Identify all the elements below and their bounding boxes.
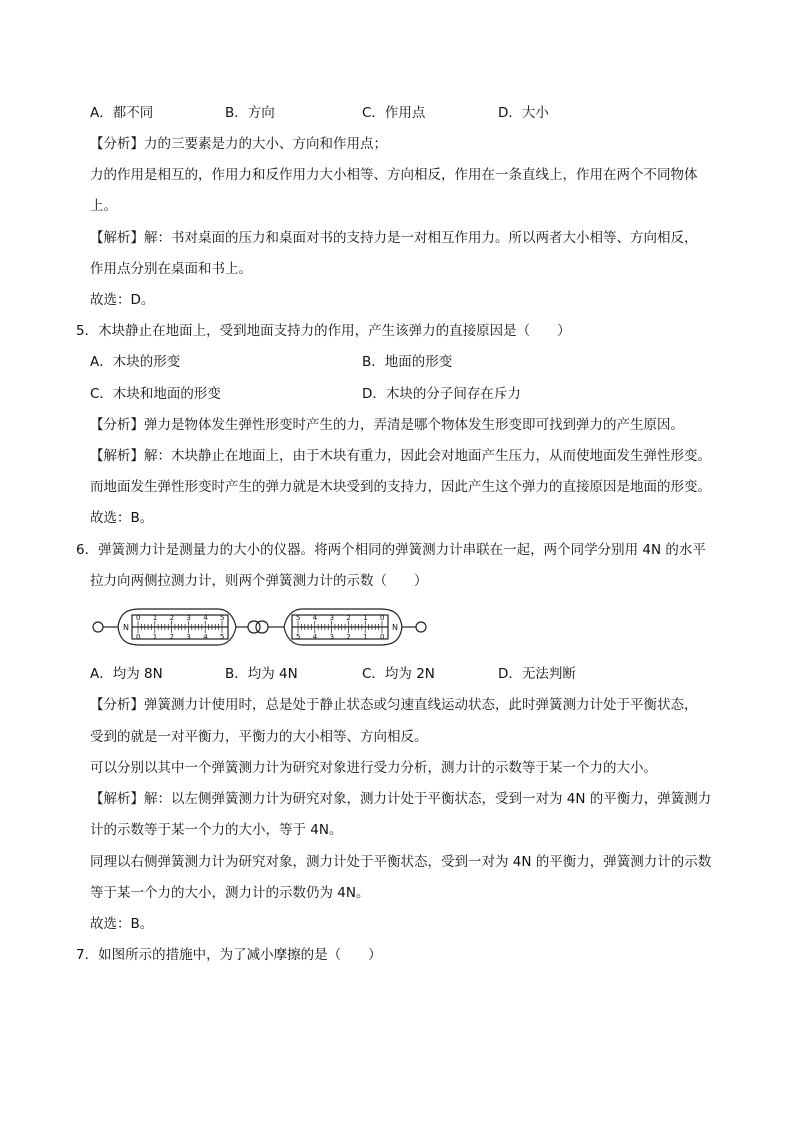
left-scale-tick-label: 2 [169,614,175,622]
left-scale-tick-label: 2 [169,633,175,641]
right-scale-tick-label: 5 [296,633,301,641]
q6-solution-line-2: 计的示数等于某一个力的大小，等于 4N。 [90,822,343,838]
right-scale-tick-label: 1 [363,614,368,622]
q6-analysis-line-1: 【分析】弹簧测力计使用时，总是处于静止状态或匀速直线运动状态，此时弹簧测力计处于平衡状态， [90,697,698,713]
spring-scales-figure [90,603,430,651]
q6-stem-line-2: 拉力向两侧拉测力计，则两个弹簧测力计的示数（ ） [90,573,428,589]
q6-answer: 故选：B。 [90,916,154,932]
left-scale-tick-label: 5 [220,614,225,622]
option-c: C．作用点 [362,105,426,121]
q5-answer: 故选：B。 [90,510,154,526]
left-scale-tick-label: 3 [186,633,191,641]
option-d: D．无法判断 [498,666,576,682]
q4-analysis-line-2: 力的作用是相互的，作用力和反作用力大小相等、方向相反，作用在一条直线上，作用在两个不同物体 [90,167,698,183]
right-scale-tick-label: 0 [380,633,385,641]
left-scale-unit: N [123,623,129,632]
right-scale-tick-label: 2 [346,633,351,641]
q5-analysis: 【分析】弹力是物体发生弹性形变时产生的力，弄清是哪个物体发生形变即可找到弹力的产生原因。 [90,417,684,433]
q6-analysis-line-2: 受到的就是一对平衡力，平衡力的大小相等、方向相反。 [90,729,428,745]
left-scale-tick-label: 1 [152,633,158,641]
right-scale-tick-label: 3 [329,633,335,641]
q6-analysis-line-3: 可以分别以其中一个弹簧测力计为研究对象进行受力分析，测力计的示数等于某一个力的大小。 [90,760,657,776]
q6-stem-line-1: 6．弹簧测力计是测量力的大小的仪器。将两个相同的弹簧测力计串联在一起，两个同学分别用 4N 的水平 [76,542,706,558]
right-scale-tick-label: 1 [363,633,368,641]
right-scale-tick-label: 2 [346,614,351,622]
q6-solution-line-3: 同理以右侧弹簧测力计为研究对象，测力计处于平衡状态，受到一对为 4N 的平衡力，弹簧测力计的示数 [90,854,712,870]
option-a: A．均为 8N [90,666,163,682]
left-scale-tick-label: 0 [136,614,141,622]
left-scale-tick-label: 1 [152,614,158,622]
left-scale-tick-label: 3 [186,614,191,622]
q4-solution-line-1: 【解析】解：书对桌面的压力和桌面对书的支持力是一对相互作用力。所以两者大小相等、方向相反， [90,230,698,246]
option-a: A．木块的形变 [90,354,181,370]
option-c: C．木块和地面的形变 [90,386,221,402]
option-b: B．均为 4N [225,666,298,682]
q4-solution-line-2: 作用点分别在桌面和书上。 [90,261,252,277]
right-scale-tick-label: 0 [380,614,385,622]
q6-solution-line-4: 等于某一个力的大小，测力计的示数仍为 4N。 [90,885,370,901]
right-scale-unit: N [392,623,398,632]
q7-stem: 7．如图所示的措施中，为了减小摩擦的是（ ） [76,947,382,963]
option-c: C．均为 2N [362,666,435,682]
right-scale-tick-label: 5 [296,614,301,622]
q5-stem: 5．木块静止在地面上，受到地面支持力的作用，产生该弹力的直接原因是（ ） [76,323,571,339]
option-b: B．方向 [225,105,275,121]
option-d: D．大小 [498,105,549,121]
right-scale-tick-label: 4 [312,614,318,622]
option-a: A．都不同 [90,105,154,121]
q4-answer: 故选：D。 [90,292,155,308]
q6-solution-line-1: 【解析】解：以左侧弹簧测力计为研究对象，测力计处于平衡状态，受到一对为 4N 的平衡力，弹簧测力 [90,791,712,807]
left-scale-tick-label: 4 [203,633,208,641]
left-scale-tick-label: 0 [136,633,141,641]
q4-analysis-line-3: 上。 [90,198,117,214]
q5-solution-line-2: 而地面发生弹性形变时产生的弹力就是木块受到的支持力，因此产生这个弹力的直接原因是地面的形变。 [90,479,711,495]
right-scale-tick-label: 4 [312,633,318,641]
right-scale-tick-label: 3 [329,614,335,622]
q4-analysis-line-1: 【分析】力的三要素是力的大小、方向和作用点； [90,136,387,152]
option-b: B．地面的形变 [362,354,453,370]
option-d: D．木块的分子间存在斥力 [362,386,521,402]
left-scale-tick-label: 5 [220,633,225,641]
left-scale-tick-label: 4 [203,614,208,622]
q5-solution-line-1: 【解析】解：木块静止在地面上，由于木块有重力，因此会对地面产生压力，从而使地面发生弹性形变。 [90,448,711,464]
